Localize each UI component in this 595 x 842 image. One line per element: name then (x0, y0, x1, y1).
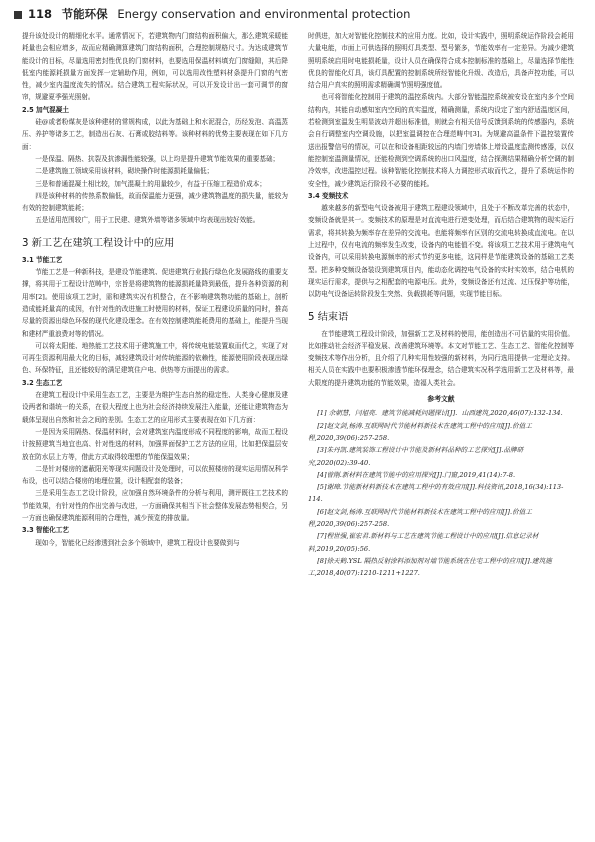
section-3-1-paragraph-2: 可以将太阳能、地热能工艺技术用于建筑施工中，将传统电能装置取而代之，实现了对可再生资源利用最大化的目标，减轻建筑设计对传统能源的依赖性，能源使用阶段表现出绿色、环保特征，且还能较好的满足建筑住户电、供热等方面提出的需求。 (22, 341, 288, 375)
section-3-2-paragraph-1: 在建筑工程设计中采用生态工艺，主要是为维护生态自然的稳定性、人类身心健康及建设两者和谐统一的关系，在很大程度上也为社会经济持续发展注入能量，还能让建筑物态为载体呈现出自然和社会之间的差别。生态工艺的应用形式主要表现在如下几方面： (22, 391, 288, 424)
section-2-5-item-4: 四是该种材料的传热系数偏低，故而保温能力更强，减少建筑物温度的损失量，能较为有效的控制建筑能耗； (22, 191, 288, 213)
section-5-heading: 5 结束语 (308, 311, 349, 323)
section-3-2-item-1: 一是因为采用隔热、保温材料时，会对建筑室内温度形成不同程度的影响，故而工程设计按照建筑当地宜也高、针对性选的材料，加强界面保护工艺方法的应用，比如把保温层安放在防水层上方等，借此方式取得较理想的节能保温效果； (22, 427, 288, 461)
section-3-2-title: 3.2 生态工艺 (22, 378, 63, 387)
section-2-5-paragraph: 硅@或者粉煤灰是该种建材的常规构成，以此为基础上和水泥混合，历经发泡、高温蒸压、养护等诸多工艺，制造出石灰、石膏或胶结料等。该种材料的优势主要表现在如下几方面： (22, 118, 288, 151)
reference-item: [2]赵文剑,杨涛.互联网时代节能材料新技术在建筑工程中的应用[J].价值工程,2020,39(06):257-258. (308, 421, 532, 442)
page-header (0, 0, 595, 26)
section-3-3-paragraph-1: 现如今，智能化已经渗透到社会多个领域中，建筑工程设计也要做到与 (35, 538, 240, 547)
section-3-4-title: 3.4 变频技术 (308, 191, 349, 200)
section-3-3-title: 3.3 智能化工艺 (22, 526, 69, 535)
right-intro-paragraph: 时俱进，加大对智能化控制技术的应用力度。比如，设计实践中，照明系统运作阶段会耗用大量电能，市面上可供选择的照明灯具类型、型号繁多，节能效率有一定差异。为减少建筑照明系统启用时电能损耗量，设计人员在确保符合成本控制标准的基础上，尽量选择节能性优良的智能化灯具，该灯具配置的控制系统所经智能化升级、改造后，具备声控功能，可以结合用户真实的照明需求精确调节照明强度值。 (308, 32, 574, 90)
journal-title-en: Energy conservation and environmental protection (117, 7, 411, 21)
references-title: 参考文献 (427, 395, 455, 404)
section-3-2-item-2: 二是针对楼房的遮蔽阳光等现实问题设计及处理时，可以依照楼房的现实运用情况科学布设，也可以结合楼房的地理位置，设计相配套的装备； (22, 464, 288, 486)
section-3-1-paragraph-1: 节能工艺是一种新科技，是建设节能建筑、促进建筑行业践行绿色化发展路线的重要支撑，将其用于工程设计范畴中，宗旨是将建筑物的能源损耗量降到最低，提升各种资源的利用率[2]。使用该项工艺时，需和建筑实况有机整合，在不影响建筑物功能的基础上，剖析造成能耗量高的成因，有针对性的改进施工时使用的材料，保证工程建设质量的同时，推高尽量的资源出绿色环保的现代化建设理念。在有效控制建筑能耗费用的基础上，能提升当现和建材严重浪费对等的情况。 (22, 268, 288, 338)
section-2-5-title: 2.5 加气混凝土 (22, 105, 69, 114)
section-3-1-title: 3.1 节能工艺 (22, 255, 63, 264)
reference-item: [5]谢璋.节能新材料新技术在建筑工程中的有效应用[J].科技资讯,2018,16(34):113-114. (308, 483, 564, 504)
reference-item: [1] 余朝慧，闫旭亮．建筑节能减耗问题探讨[J]．山西建筑,2020,46(07):132-134. (317, 409, 563, 418)
left-column (22, 30, 288, 835)
section-5-paragraph: 在节能建筑工程设计阶段，加强新工艺及材料的使用，能创造出不可估量的实用价值。比如推动社会经济平稳发展、改善建筑环境等。本文对节能工艺、生态工艺、智能化控制等变频技术等作出分析，且介绍了几种实用性较强的新材料，为同行选用提供一定理论支持。相关人员在实践中也要积极渗透节能环保理念，结合建筑实况科学选用新工艺及材料等，最大限度的提升建筑功能的节能效果，造福人类社会。 (308, 329, 574, 387)
section-3-heading: 3 新工艺在建筑工程设计中的应用 (22, 237, 175, 249)
section-2-5-item-2: 二是建筑施工领域采用该材料，砌块操作时能源损耗量偏低； (35, 167, 214, 176)
section-3-4-paragraph: 越来越多的新型电气设备被用于建筑工程建设领域中，且处于不断改革完善的状态中，变频设备就是其一。变频技术的原理是对直流电进行逆变处理，而后结合建筑物的现实运行需求，将其转换为频率存在差异的交流电。也能将频率有区别的交流电转换成直流电。在以上过程中，仅有电流的频率发生改变，设备内的电能值不变。将该项工艺技术用于建筑电气设备内，可以采用转换电源频率的形式节约更多电能，这同样是节能建筑设备的基础工艺类型。把多种变频设备装设到建筑项目内，能动态化调控电气设备的实时实效率，结合电机的现实运行需求，提供与之相配套的电源电压。此外，变频设备还有过流、过压保护等功能，以防电气设备运转阶段发生突然、负载损耗等问题，实现节能目标。 (308, 204, 574, 299)
reference-item: [8]徐天鹤.YSL 隔热反射涂料添加剂对墙节能系统在住宅工程中的应用[J].建筑施工,2018,40(07):1210-1211+1227. (308, 556, 552, 578)
reference-item: [7]程世强,崔宏君.新材料与工艺在建筑节能工程设计中的应用[J].信息记录材料,2019,20(05):56. (308, 532, 539, 553)
reference-item: [3]朱丹凯.建筑装饰工程设计中节能及新材料品种的工艺探究[J].品牌研究,2020(02):39-40. (308, 446, 524, 467)
references-list (308, 407, 574, 579)
reference-item: [6]赵文剑,杨涛.互联网时代节能材料新技术在建筑工程中的应用[J].价值工程,2020,39(06):257-258. (308, 507, 532, 528)
right-paragraph-2: 也可将智能化控制用于建筑的温控系统内。大部分智能温控系统被安设在室内多个空间结构内，其能自动感知室内空间的真实温度，精确测量，系统内设定了室内舒适温度区间，若检测到室温发生明显波动并超出标准值，则就会有相关信号反馈到系统的传感器内，系统会自行调整室内空调设施，以把室温调控在合理范畴中[3]。为规避高温条件下温控装置传送出报警信号的情况，可以在和设备相距较远的内墙门旁墙体上增设温度监测传感器，以仅能控制室温测量情况，还能检测到空调系统的出口风温度，结合探测结果精确分析空调的制冷效率，改进温控过程。该种智能化控制技术将人力调控形式取而代之，提升了系统运作的安全性，减少建筑运行阶段不必要的能耗。 (308, 93, 574, 188)
left-intro-paragraph: 提升该处设计的精细化水平。通常情况下，若建筑物内门窗结构面积偏大，那么建筑采暖能耗量也会相应增多，故而应精确测算建筑门窗结构面积，合理控制规格尺寸。为达成建筑节能设计的目标，尽量选用密封性优良的门窗材料，也要选用保温材料填充门窗缝隙，其后降低室内能源耗损量方面发挥一定辅助作用，例如，可以选用改性塑料材条提升门窗的气密性，减少室内温度流失的情况。结合建筑工程实际状况，可以开发设计出一套可调节的窗帘，规避夏季强光照射。 (22, 32, 288, 102)
section-2-5-item-3: 三是和普通混凝土相比较，加气混凝土的用量较少，有益于压缩工程造价成本； (35, 179, 266, 188)
header-marker-square (14, 11, 22, 19)
reference-item: [4]曾刚.新材料在建筑节能中的应用探究[J].门窗,2019,41(14):7-8. (317, 470, 516, 479)
page-number: 118 (28, 7, 53, 21)
right-column (308, 30, 574, 835)
section-3-2-item-3: 三是采用生态工艺设计阶段，应加强自然环境条件的分析与利用，测评既往工艺技术的节能效果，有针对性的作出完善与改进，一方面确保其相当下社会整体发展态势相契合，另一方面也确保建筑能源利用的合理性，减少预览的排放量。 (22, 489, 288, 522)
section-2-5-item-1: 一是保温、隔热、抗裂及抗渗漏性能较强，以上均是提升建筑节能效果的重要基础； (35, 154, 280, 163)
header-text (28, 6, 410, 22)
section-2-5-item-5: 五是适用范围较广，用于工民建、建筑外墙等诸多领域中均表现出较好效能。 (35, 216, 260, 225)
journal-title-zh: 节能环保 (61, 7, 108, 21)
